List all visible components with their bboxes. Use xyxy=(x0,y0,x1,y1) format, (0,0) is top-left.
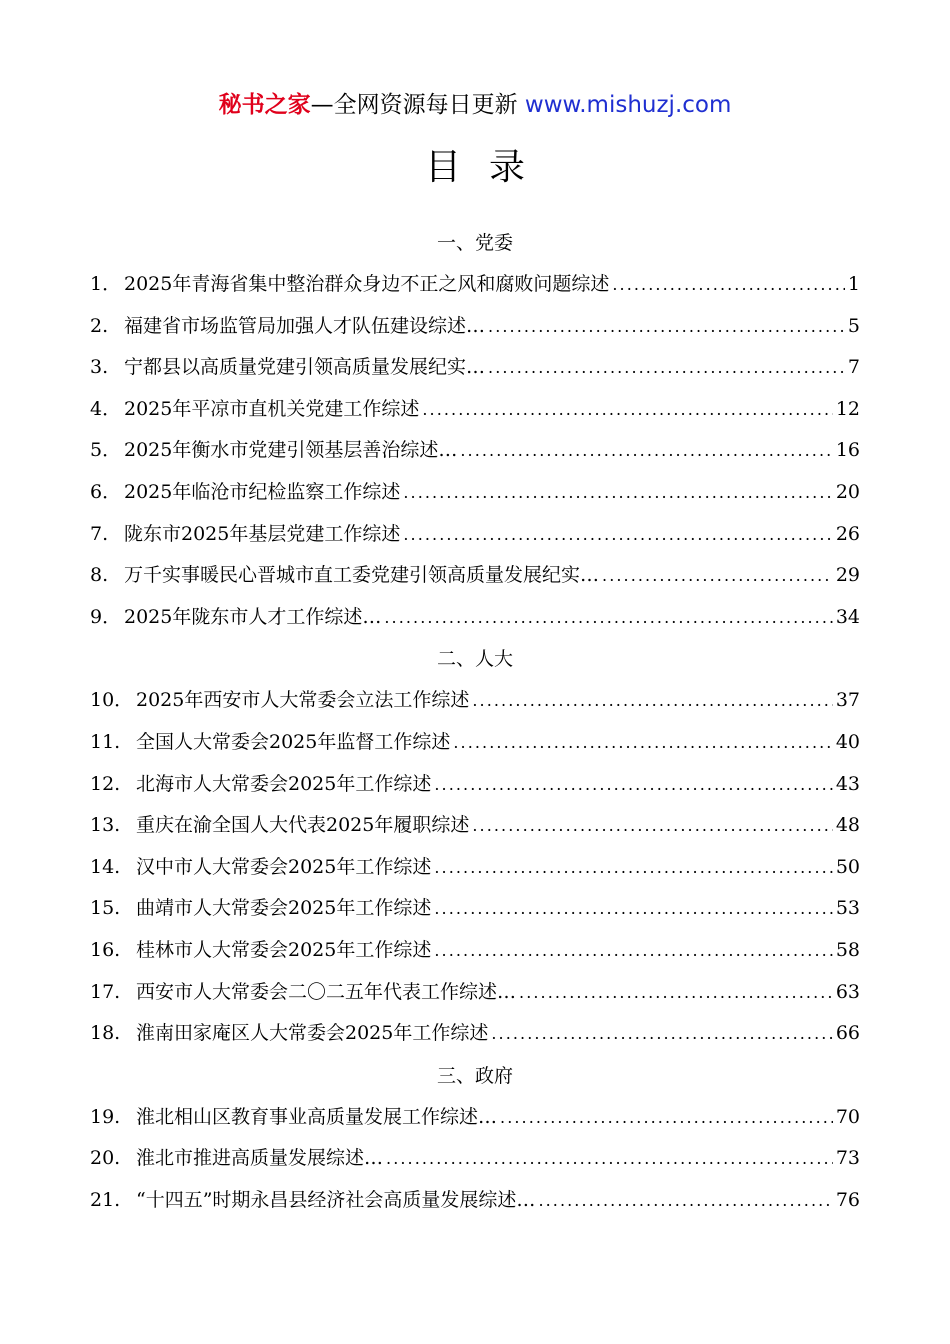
entry-title: 西安市人大常委会二〇二五年代表工作综述… xyxy=(136,980,517,1003)
section-heading: 二、人大 xyxy=(436,648,513,671)
entry-page-number: 7 xyxy=(847,356,860,379)
entry-number: 14. xyxy=(90,855,121,878)
toc-entry[interactable] xyxy=(90,1097,860,1139)
dot-leader xyxy=(384,597,832,639)
site-banner xyxy=(0,88,950,122)
dot-leader xyxy=(612,264,845,306)
entry-number: 6． xyxy=(90,480,122,503)
toc-entry[interactable] xyxy=(90,805,860,847)
page-title: 目录 xyxy=(424,147,553,188)
entry-page-number: 53 xyxy=(835,897,860,920)
section-heading: 一、党委 xyxy=(436,232,513,254)
dot-leader xyxy=(453,722,832,764)
dot-leader xyxy=(403,514,832,556)
entry-page-number: 40 xyxy=(835,730,860,753)
entry-number: 1． xyxy=(90,273,122,295)
toc-entry[interactable] xyxy=(90,306,860,348)
toc-entry[interactable] xyxy=(90,389,860,431)
toc-entry[interactable] xyxy=(90,722,860,764)
entry-number: 5． xyxy=(90,439,122,462)
entry-page-number: 43 xyxy=(835,772,860,795)
entry-number: 2. xyxy=(90,314,109,337)
dot-leader xyxy=(488,347,845,389)
entry-page-number: 29 xyxy=(835,564,860,587)
dot-leader xyxy=(434,888,832,930)
toc-entry[interactable] xyxy=(90,930,860,972)
entry-number: 3. xyxy=(90,356,109,379)
toc-entry[interactable] xyxy=(90,430,860,472)
entry-number: 9． xyxy=(90,605,122,628)
entry-number: 12. xyxy=(90,772,121,795)
dot-leader xyxy=(434,847,832,889)
dot-leader xyxy=(472,805,832,847)
entry-title: 陇东市2025年基层党建工作综述 xyxy=(124,522,401,545)
dot-leader xyxy=(519,972,833,1014)
entry-number: 18. xyxy=(90,1022,121,1045)
toc-entry[interactable] xyxy=(90,888,860,930)
entry-title: 2025年平凉市直机关党建工作综述 xyxy=(124,397,420,420)
toc-entry[interactable] xyxy=(90,472,860,514)
dot-leader xyxy=(422,389,832,431)
entry-page-number: 63 xyxy=(835,980,860,1003)
entry-page-number: 1 xyxy=(847,273,860,295)
entry-title: 2025年陇东市人才工作综述… xyxy=(124,605,382,628)
dot-leader xyxy=(538,1180,832,1222)
entry-page-number: 34 xyxy=(835,605,860,628)
entry-title: 重庆在渝全国人大代表2025年履职综述 xyxy=(136,814,470,837)
toc-entry[interactable] xyxy=(90,597,860,639)
toc-entry[interactable] xyxy=(90,514,860,556)
entry-page-number: 48 xyxy=(835,814,860,837)
toc-entry[interactable] xyxy=(90,1180,860,1222)
toc-entry[interactable] xyxy=(90,347,860,389)
entry-page-number: 12 xyxy=(835,397,860,420)
entry-title: 2025年西安市人大常委会立法工作综述 xyxy=(136,689,470,712)
entry-title: “十四五”时期永昌县经济社会高质量发展综述… xyxy=(136,1188,536,1211)
entry-number: 8. xyxy=(90,564,109,587)
entry-page-number: 58 xyxy=(835,938,860,961)
toc-entry[interactable] xyxy=(90,1013,860,1055)
entry-page-number: 16 xyxy=(835,439,860,462)
banner-tagline: —全网资源每日更新 xyxy=(310,92,525,118)
entry-number: 19. xyxy=(90,1105,121,1128)
entry-title: 曲靖市人大常委会2025年工作综述 xyxy=(136,897,432,920)
toc-entry[interactable] xyxy=(90,555,860,597)
entry-number: 10． xyxy=(90,689,134,712)
dot-leader xyxy=(434,930,832,972)
entry-page-number: 50 xyxy=(835,855,860,878)
entry-number: 16. xyxy=(90,938,121,961)
toc-entry[interactable] xyxy=(90,1138,860,1180)
entry-title: 宁都县以高质量党建引领高质量发展纪实… xyxy=(124,356,486,379)
entry-title: 淮北相山区教育事业高质量发展工作综述… xyxy=(136,1105,498,1128)
site-url-link[interactable]: www.mishuzj.com xyxy=(524,92,732,118)
entry-title: 汉中市人大常委会2025年工作综述 xyxy=(136,855,432,878)
entry-title: 福建省市场监管局加强人才队伍建设综述… xyxy=(124,314,486,337)
dot-leader xyxy=(491,1013,832,1055)
dot-leader xyxy=(403,472,832,514)
entry-page-number: 37 xyxy=(835,689,860,712)
entry-title: 2025年临沧市纪检监察工作综述 xyxy=(124,480,401,503)
toc-entry[interactable] xyxy=(90,264,860,306)
entry-page-number: 20 xyxy=(835,480,860,503)
toc-entry[interactable] xyxy=(90,680,860,722)
dot-leader xyxy=(434,764,832,806)
table-of-contents xyxy=(90,222,860,1221)
entry-number: 15. xyxy=(90,897,121,920)
dot-leader xyxy=(472,680,832,722)
entry-number: 7. xyxy=(90,522,109,545)
brand-name: 秘书之家 xyxy=(218,92,311,118)
entry-number: 13. xyxy=(90,814,121,837)
entry-number: 4． xyxy=(90,397,122,420)
dot-leader xyxy=(488,306,845,348)
entry-title: 万千实事暖民心晋城市直工委党建引领高质量发展纪实… xyxy=(124,564,600,587)
entry-title: 淮南田家庵区人大常委会2025年工作综述 xyxy=(136,1022,489,1045)
entry-page-number: 70 xyxy=(835,1105,860,1128)
entry-title: 全国人大常委会2025年监督工作综述 xyxy=(136,730,451,753)
entry-title: 淮北市推进高质量发展综述… xyxy=(136,1147,384,1170)
entry-title: 2025年青海省集中整治群众身边不正之风和腐败问题综述 xyxy=(124,273,610,295)
entry-page-number: 5 xyxy=(847,314,860,337)
dot-leader xyxy=(500,1097,833,1139)
section-heading: 三、政府 xyxy=(436,1064,513,1087)
dot-leader xyxy=(460,430,832,472)
entry-title: 桂林市人大常委会2025年工作综述 xyxy=(136,938,432,961)
entry-title: 2025年衡水市党建引领基层善治综述… xyxy=(124,439,458,462)
entry-number: 11. xyxy=(90,730,121,753)
entry-page-number: 66 xyxy=(835,1022,860,1045)
entry-number: 17. xyxy=(90,980,121,1003)
toc-entry[interactable] xyxy=(90,972,860,1014)
entry-page-number: 73 xyxy=(835,1147,860,1170)
toc-entry[interactable] xyxy=(90,764,860,806)
entry-page-number: 26 xyxy=(835,522,860,545)
entry-title: 北海市人大常委会2025年工作综述 xyxy=(136,772,432,795)
entry-page-number: 76 xyxy=(835,1188,860,1211)
dot-leader xyxy=(602,555,833,597)
toc-entry[interactable] xyxy=(90,847,860,889)
entry-number: 21. xyxy=(90,1188,121,1211)
dot-leader xyxy=(386,1138,833,1180)
entry-number: 20. xyxy=(90,1147,121,1170)
